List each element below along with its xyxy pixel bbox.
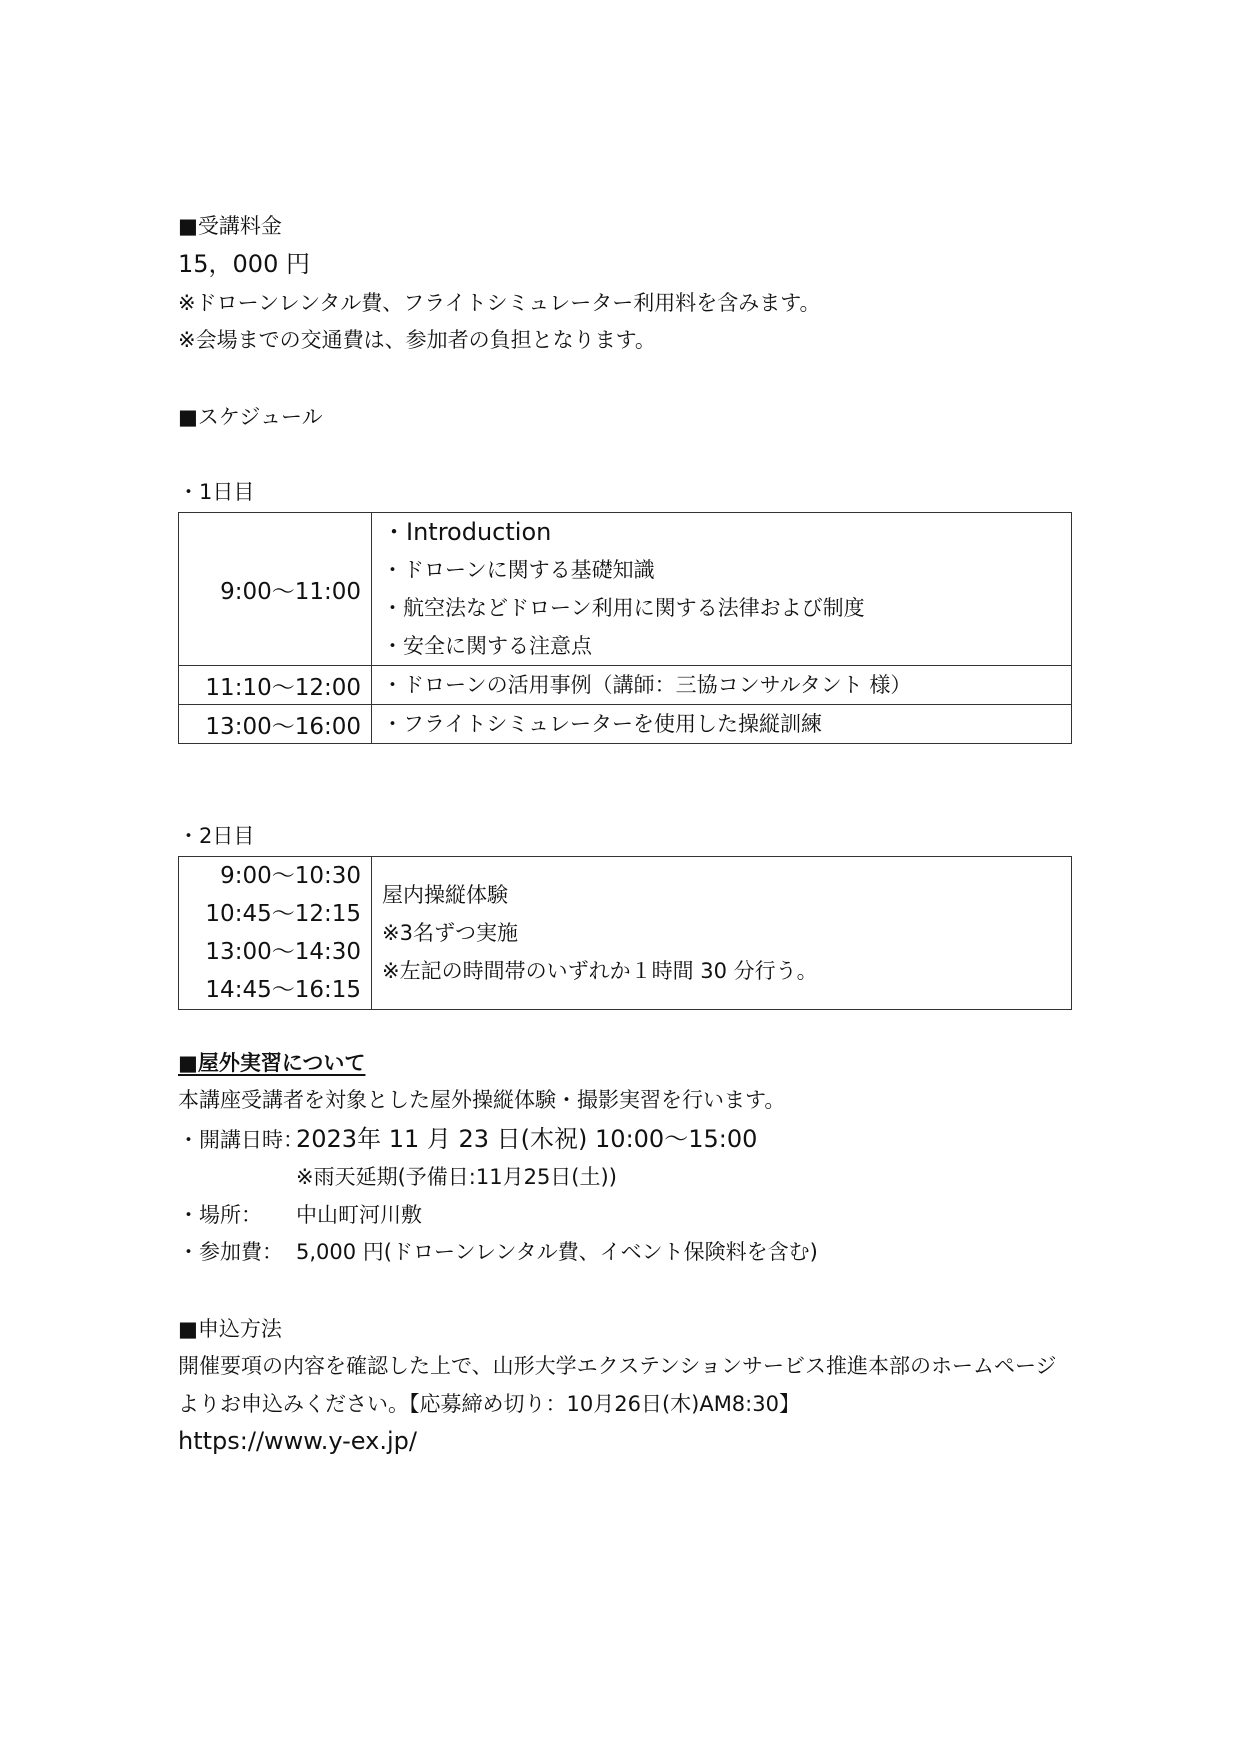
outdoor-date-row: [178, 1124, 757, 1155]
day1-label: ・1日目: [178, 480, 255, 504]
day1-schedule-table: [178, 512, 1072, 744]
list-item: ・ドローンに関する基礎知識: [382, 558, 655, 582]
outdoor-place-row: [178, 1200, 422, 1230]
list-item: ・ドローンの活用事例（講師：三協コンサルタント 様）: [382, 673, 912, 697]
fee-amount: 15，000 円: [178, 250, 310, 278]
table-row: [179, 666, 1072, 705]
list-item: ・航空法などドローン利用に関する法律および制度: [382, 596, 865, 620]
time-cell: [179, 857, 372, 1010]
place-value: 中山町河川敷: [296, 1203, 422, 1227]
day2-label: ・2日目: [178, 824, 255, 848]
day2-schedule-table: [178, 856, 1072, 1010]
table-row: [179, 513, 1072, 666]
apply-url-link[interactable]: https://www.y-ex.jp/: [178, 1427, 417, 1455]
list-item: ※左記の時間帯のいずれか１時間 30 分行う。: [382, 959, 818, 983]
description-cell: [372, 666, 1072, 705]
list-item: ・安全に関する注意点: [382, 634, 592, 658]
place-label: ・場所：: [178, 1203, 262, 1227]
outdoor-date-note-row: [178, 1162, 617, 1192]
time-cell: 13:00～16:00: [179, 705, 372, 744]
time-cell: 9:00～11:00: [179, 513, 372, 666]
list-item: ・フライトシミュレーターを使用した操縦訓練: [382, 712, 822, 736]
schedule-heading: ■スケジュール: [178, 405, 323, 429]
list-item: 屋内操縦体験: [382, 883, 508, 907]
time-slot: 14:45～16:15: [205, 977, 361, 1003]
table-row: [179, 705, 1072, 744]
table-row: [179, 857, 1072, 1010]
description-cell: [372, 513, 1072, 666]
date-note: ※雨天延期(予備日:11月25日(土)): [296, 1165, 617, 1189]
outdoor-heading: ■屋外実習について: [178, 1051, 366, 1075]
apply-text-line2: よりお申込みください。【応募締め切り：10月26日(木)AM8:30】: [178, 1392, 800, 1416]
list-item: ・Introduction: [382, 518, 552, 546]
description-cell: [372, 705, 1072, 744]
fee-heading: ■受講料金: [178, 214, 282, 238]
time-slot: 10:45～12:15: [205, 901, 361, 927]
date-label: ・開講日時：: [178, 1128, 304, 1152]
time-cell: 11:10～12:00: [179, 666, 372, 705]
list-item: ※3名ずつ実施: [382, 921, 518, 945]
apply-text-line1: 開催要項の内容を確認した上で、山形大学エクステンションサービス推進本部のホームページ: [178, 1354, 1057, 1378]
cost-value: 5,000 円(ドローンレンタル費、イベント保険料を含む): [296, 1240, 818, 1264]
fee-note-rental: ※ドローンレンタル費、フライトシミュレーター利用料を含みます。: [178, 291, 821, 315]
cost-label: ・参加費：: [178, 1240, 283, 1264]
time-slot: 9:00～10:30: [220, 863, 361, 889]
outdoor-cost-row: [178, 1237, 818, 1267]
fee-note-travel: ※会場までの交通費は、参加者の負担となります。: [178, 328, 656, 352]
apply-heading: ■申込方法: [178, 1317, 282, 1341]
description-cell: [372, 857, 1072, 1010]
outdoor-intro: 本講座受講者を対象とした屋外操縦体験・撮影実習を行います。: [178, 1088, 786, 1112]
date-value: 2023年 11 月 23 日(木祝) 10:00～15:00: [296, 1125, 758, 1153]
time-slot: 13:00～14:30: [205, 939, 361, 965]
